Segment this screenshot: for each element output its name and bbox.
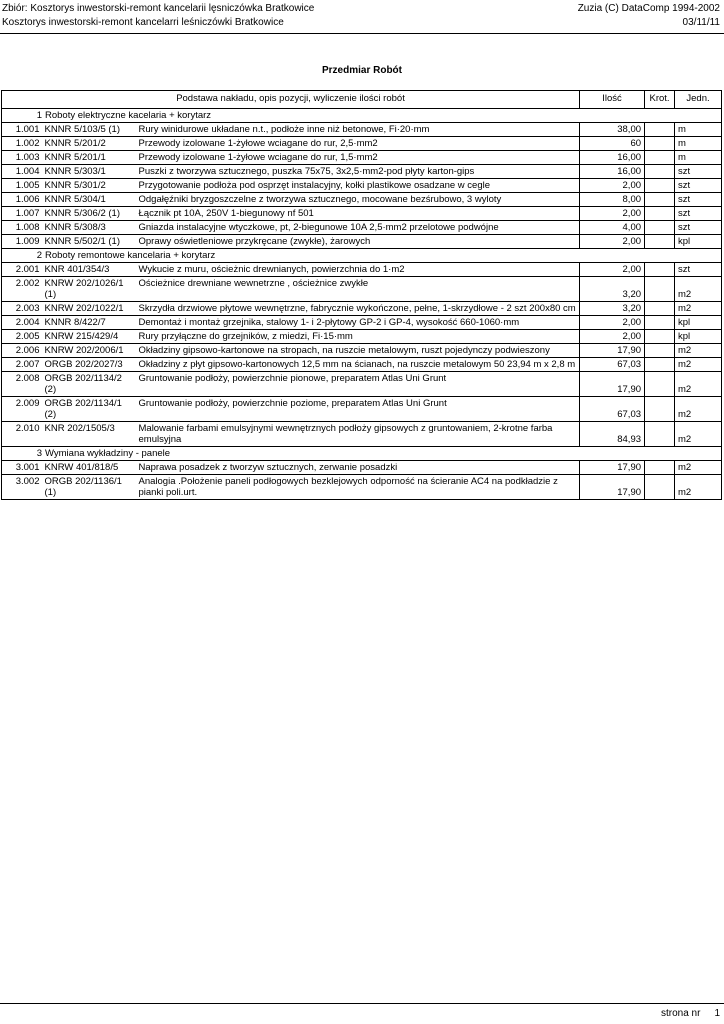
item-unit: m: [675, 123, 722, 137]
table-row: [2, 358, 722, 372]
item-number: 1.005: [2, 179, 43, 193]
item-unit: m2: [675, 277, 722, 302]
table-header-row: [2, 91, 722, 109]
section-heading: [2, 249, 722, 263]
item-code: KNRW 215/429/4: [43, 330, 137, 344]
item-number: 1.006: [2, 193, 43, 207]
item-number: 1.002: [2, 137, 43, 151]
item-code: KNNR 8/422/7: [43, 316, 137, 330]
table-row: [2, 137, 722, 151]
item-multiplier: [645, 302, 675, 316]
item-number: 2.003: [2, 302, 43, 316]
item-description: Demontaż i montaż grzejnika, stalowy 1- i 2-płytowy GP-2 i GP-4, wysokość 660-1060·mm: [137, 316, 580, 330]
item-quantity: 3,20: [580, 277, 645, 302]
item-description: Gruntowanie podłoży, powierzchnie poziome, preparatem Atlas Uni Grunt: [137, 397, 580, 422]
item-description: Analogia .Położenie paneli podłogowych bezklejowych odporność na ścieranie AC4 na podkładzie z pianki poli.urt.: [137, 475, 580, 500]
item-unit: m2: [675, 358, 722, 372]
item-description: Oprawy oświetleniowe przykręcane (zwykłe), żarowych: [137, 235, 580, 249]
item-code: ORGB 202/1134/2 (2): [43, 372, 137, 397]
item-code: KNNR 5/103/5 (1): [43, 123, 137, 137]
item-quantity: 2,00: [580, 263, 645, 277]
item-description: Malowanie farbami emulsyjnymi wewnętrznych podłoży gipsowych z gruntowaniem, 2-krotne farba emulsyjna: [137, 422, 580, 447]
column-header-description: Podstawa nakładu, opis pozycji, wyliczenie ilości robót: [2, 91, 580, 109]
item-multiplier: [645, 372, 675, 397]
item-multiplier: [645, 137, 675, 151]
item-multiplier: [645, 475, 675, 500]
page-number: 1: [714, 1008, 720, 1019]
table-row: [2, 372, 722, 397]
section-row: [2, 109, 722, 123]
item-code: KNNR 5/502/1 (1): [43, 235, 137, 249]
item-number: 1.008: [2, 221, 43, 235]
item-quantity: 17,90: [580, 344, 645, 358]
item-description: Okładziny gipsowo-kartonowe na stropach, na ruszcie metalowym, ruszt pojedynczy podwieszony: [137, 344, 580, 358]
item-quantity: 16,00: [580, 151, 645, 165]
section-name: Wymiana wykładziny - panele: [45, 448, 171, 459]
table-row: [2, 263, 722, 277]
item-multiplier: [645, 235, 675, 249]
item-unit: szt: [675, 207, 722, 221]
table-row: [2, 193, 722, 207]
column-header-multiplier: Krot.: [645, 91, 675, 109]
item-number: 1.003: [2, 151, 43, 165]
table-row: [2, 235, 722, 249]
item-number: 2.010: [2, 422, 43, 447]
item-number: 1.001: [2, 123, 43, 137]
table-row: [2, 422, 722, 447]
item-quantity: 2,00: [580, 316, 645, 330]
item-number: 2.005: [2, 330, 43, 344]
item-unit: szt: [675, 179, 722, 193]
section-number: 3: [36, 448, 42, 459]
item-number: 2.006: [2, 344, 43, 358]
item-code: KNNR 5/304/1: [43, 193, 137, 207]
item-quantity: 3,20: [580, 302, 645, 316]
item-number: 1.004: [2, 165, 43, 179]
item-unit: kpl: [675, 235, 722, 249]
item-description: Rury przyłączne do grzejników, z miedzi, Fi·15·mm: [137, 330, 580, 344]
item-multiplier: [645, 151, 675, 165]
item-number: 1.007: [2, 207, 43, 221]
item-unit: m2: [675, 422, 722, 447]
item-code: KNNR 5/308/3: [43, 221, 137, 235]
table-row: [2, 316, 722, 330]
footer-divider: [0, 1003, 724, 1004]
item-number: 2.007: [2, 358, 43, 372]
item-unit: m2: [675, 372, 722, 397]
item-description: Przewody izolowane 1-żyłowe wciagane do rur, 2,5·mm2: [137, 137, 580, 151]
item-multiplier: [645, 165, 675, 179]
table-body: [2, 109, 722, 500]
section-row: [2, 249, 722, 263]
collection-title: Zbiór: Kosztorys inwestorski-remont kancelarii lęsniczówka Bratkowice: [2, 3, 315, 14]
item-description: Przewody izolowane 1-żyłowe wciagane do rur, 1,5·mm2: [137, 151, 580, 165]
item-multiplier: [645, 461, 675, 475]
item-quantity: 84,93: [580, 422, 645, 447]
item-code: KNNR 5/201/2: [43, 137, 137, 151]
item-number: 3.001: [2, 461, 43, 475]
item-number: 2.008: [2, 372, 43, 397]
item-quantity: 17,90: [580, 475, 645, 500]
item-quantity: 60: [580, 137, 645, 151]
item-description: Puszki z tworzywa sztucznego, puszka 75x75, 3x2,5·mm2-pod płyty karton-gips: [137, 165, 580, 179]
item-multiplier: [645, 221, 675, 235]
item-multiplier: [645, 207, 675, 221]
table-row: [2, 179, 722, 193]
page-title: Przedmiar Robót: [321, 65, 402, 76]
item-quantity: 38,00: [580, 123, 645, 137]
item-multiplier: [645, 344, 675, 358]
item-quantity: 16,00: [580, 165, 645, 179]
item-number: 2.004: [2, 316, 43, 330]
section-row: [2, 447, 722, 461]
item-code: KNR 202/1505/3: [43, 422, 137, 447]
page-header: [2, 3, 720, 31]
item-multiplier: [645, 179, 675, 193]
item-code: ORGB 202/1134/1 (2): [43, 397, 137, 422]
item-description: Gruntowanie podłoży, powierzchnie pionowe, preparatem Atlas Uni Grunt: [137, 372, 580, 397]
item-description: Naprawa posadzek z tworzyw sztucznych, zerwanie posadzki: [137, 461, 580, 475]
item-unit: szt: [675, 193, 722, 207]
item-description: Skrzydła drzwiowe płytowe wewnętrzne, fabrycznie wykończone, pełne, 1-skrzydłowe - 2 szt 200x80 cm: [137, 302, 580, 316]
item-multiplier: [645, 422, 675, 447]
item-unit: m2: [675, 475, 722, 500]
item-quantity: 17,90: [580, 372, 645, 397]
table-row: [2, 344, 722, 358]
item-unit: szt: [675, 221, 722, 235]
item-code: ORGB 202/2027/3: [43, 358, 137, 372]
table-row: [2, 277, 722, 302]
item-quantity: 17,90: [580, 461, 645, 475]
section-name: Roboty remontowe kancelaria + korytarz: [45, 250, 216, 261]
item-code: KNRW 202/2006/1: [43, 344, 137, 358]
item-unit: szt: [675, 263, 722, 277]
table-row: [2, 165, 722, 179]
item-multiplier: [645, 316, 675, 330]
item-description: Wykucie z muru, ościeżnic drewnianych, powierzchnia do 1·m2: [137, 263, 580, 277]
item-multiplier: [645, 193, 675, 207]
document-date: 03/11/11: [682, 17, 720, 28]
item-code: ORGB 202/1136/1 (1): [43, 475, 137, 500]
table-row: [2, 475, 722, 500]
item-quantity: 67,03: [580, 397, 645, 422]
item-unit: m2: [675, 397, 722, 422]
section-number: 2: [36, 250, 42, 261]
page-label: strona nr: [660, 1008, 701, 1019]
item-code: KNRW 401/818/5: [43, 461, 137, 475]
item-description: Gniazda instalacyjne wtyczkowe, pt, 2-biegunowe 10A 2,5·mm2 przelotowe podwójne: [137, 221, 580, 235]
table-row: [2, 461, 722, 475]
item-number: 2.002: [2, 277, 43, 302]
item-number: 2.009: [2, 397, 43, 422]
item-quantity: 2,00: [580, 235, 645, 249]
item-unit: m2: [675, 461, 722, 475]
works-table: [1, 90, 722, 500]
item-number: 2.001: [2, 263, 43, 277]
table-row: [2, 330, 722, 344]
item-multiplier: [645, 397, 675, 422]
item-description: Łącznik pt 10A, 250V 1-biegunowy nf 501: [137, 207, 580, 221]
item-number: 1.009: [2, 235, 43, 249]
item-description: Przygotowanie podłoża pod osprzęt instalacyjny, kołki plastikowe osadzane w cegle: [137, 179, 580, 193]
item-quantity: 2,00: [580, 207, 645, 221]
item-multiplier: [645, 263, 675, 277]
item-description: Okładziny z płyt gipsowo-kartonowych 12,5 mm na ścianach, na ruszcie metalowym 50 23,94 m x 2,8 m: [137, 358, 580, 372]
table-row: [2, 221, 722, 235]
page-footer: [661, 1008, 720, 1020]
section-heading: [2, 447, 722, 461]
item-unit: m: [675, 137, 722, 151]
item-multiplier: [645, 123, 675, 137]
item-unit: m2: [675, 302, 722, 316]
item-quantity: 4,00: [580, 221, 645, 235]
table-row: [2, 123, 722, 137]
item-quantity: 2,00: [580, 330, 645, 344]
item-description: Ościeżnice drewniane wewnetrzne , ościeżnice zwykłe: [137, 277, 580, 302]
section-name: Roboty elektryczne kacelaria + korytarz: [45, 110, 212, 121]
table-row: [2, 151, 722, 165]
table-row: [2, 397, 722, 422]
item-code: KNNR 5/303/1: [43, 165, 137, 179]
item-unit: m2: [675, 344, 722, 358]
item-code: KNNR 5/301/2: [43, 179, 137, 193]
item-code: KNNR 5/201/1: [43, 151, 137, 165]
column-header-quantity: Ilość: [580, 91, 645, 109]
item-quantity: 2,00: [580, 179, 645, 193]
estimate-subtitle: Kosztorys inwestorski-remont kancelarri leśniczówki Bratkowice: [2, 17, 284, 28]
column-header-unit: Jedn.: [675, 91, 722, 109]
item-code: KNRW 202/1026/1 (1): [43, 277, 137, 302]
item-unit: m: [675, 151, 722, 165]
item-code: KNRW 202/1022/1: [43, 302, 137, 316]
section-heading: [2, 109, 722, 123]
item-number: 3.002: [2, 475, 43, 500]
header-divider: [0, 33, 724, 34]
item-quantity: 67,03: [580, 358, 645, 372]
table-row: [2, 207, 722, 221]
item-quantity: 8,00: [580, 193, 645, 207]
item-code: KNNR 5/306/2 (1): [43, 207, 137, 221]
item-multiplier: [645, 277, 675, 302]
program-credit: Zuzia (C) DataComp 1994-2002: [577, 3, 720, 14]
item-description: Rury winidurowe układane n.t., podłoże inne niż betonowe, Fi·20·mm: [137, 123, 580, 137]
item-unit: kpl: [675, 330, 722, 344]
item-unit: kpl: [675, 316, 722, 330]
table-row: [2, 302, 722, 316]
item-description: Odgałęźniki bryzgoszczelne z tworzywa sztucznego, mocowane bezśrubowo, 3 wyloty: [137, 193, 580, 207]
section-number: 1: [36, 110, 42, 121]
item-multiplier: [645, 358, 675, 372]
item-unit: szt: [675, 165, 722, 179]
item-code: KNR 401/354/3: [43, 263, 137, 277]
item-multiplier: [645, 330, 675, 344]
